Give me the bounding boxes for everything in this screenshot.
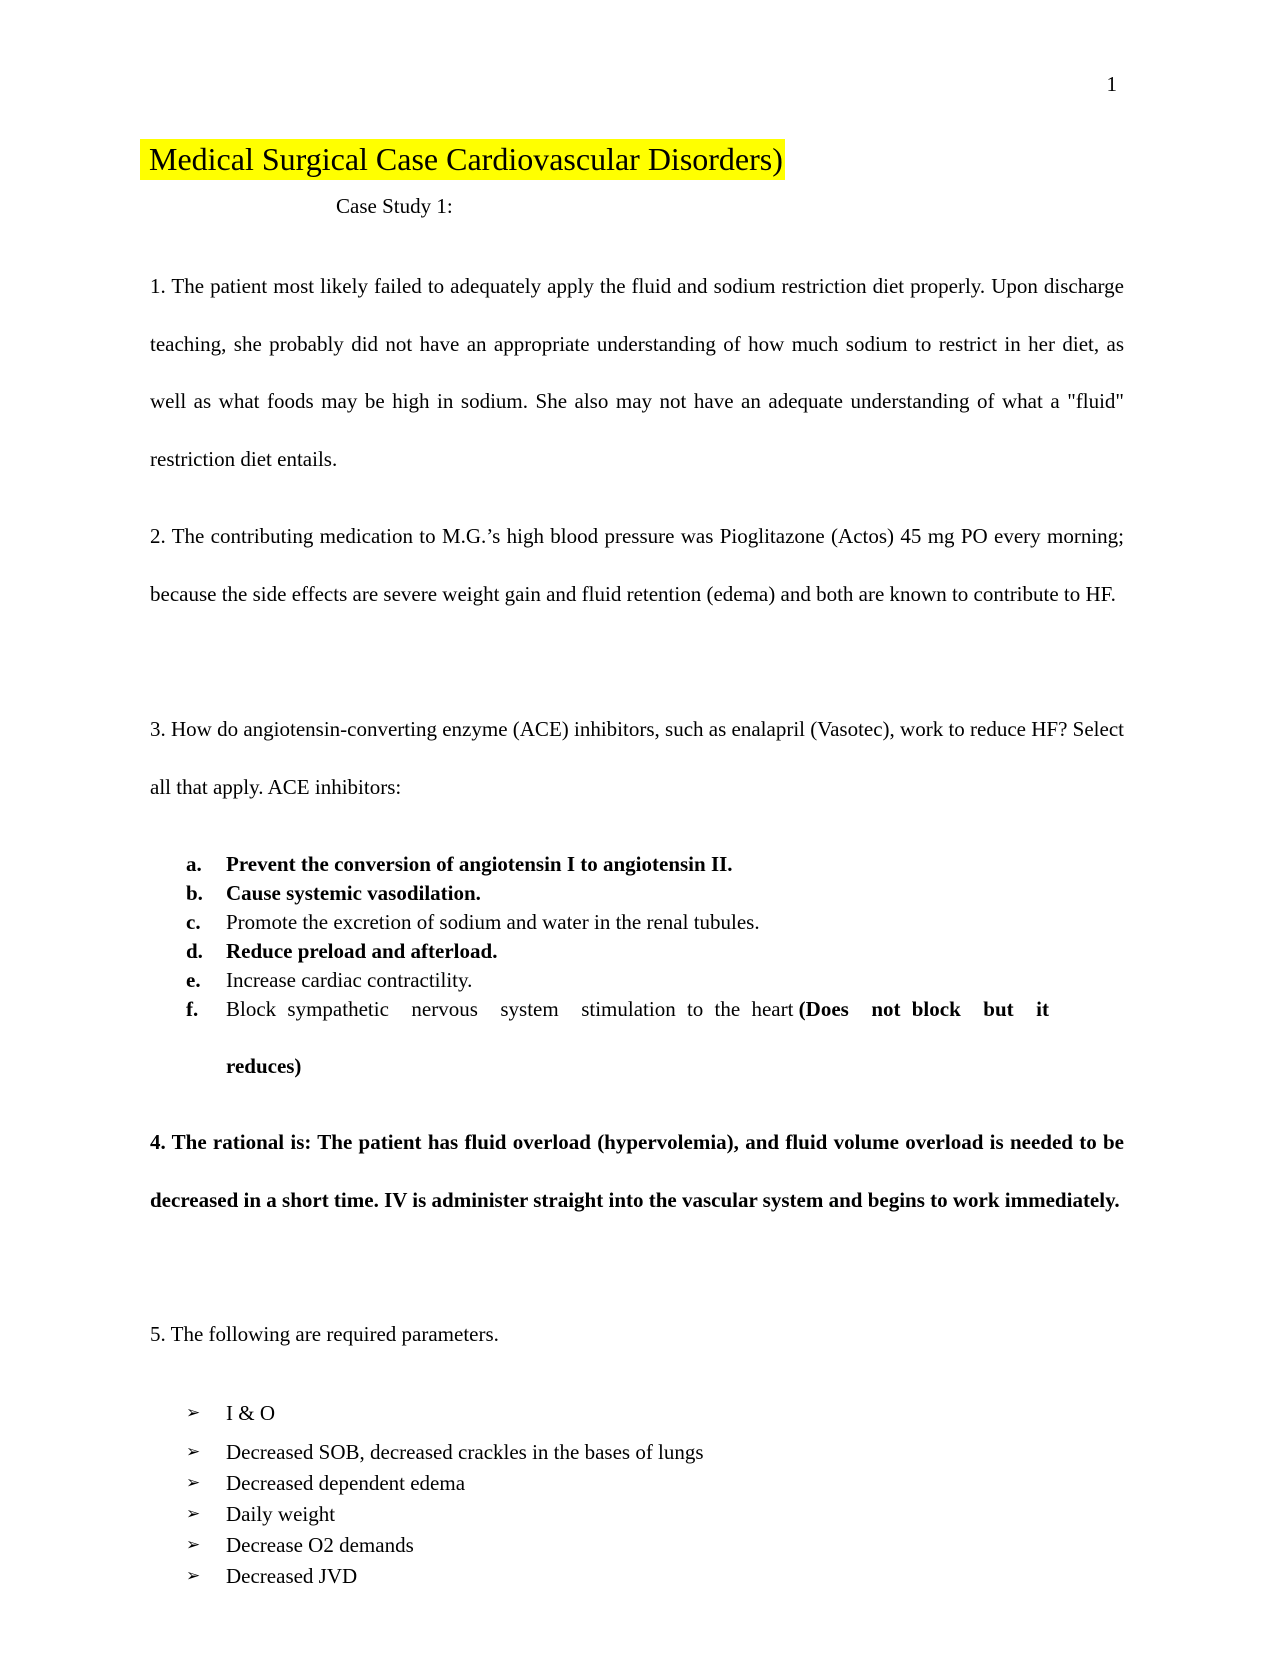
option-letter: e. [186, 968, 201, 992]
option-letter: f. [186, 997, 199, 1021]
option-letter: a. [186, 852, 202, 876]
answer-options-list [186, 850, 1086, 1081]
option-e [186, 966, 1086, 995]
answer-1-paragraph: 1. The patient most likely failed to adequately apply the fluid and sodium restriction diet properly. Upon discharge teaching, she probably did not have an appropriate understanding of how much sodium to restrict in her diet, as well as what foods may be high in sodium. She also may not have an adequate understanding of what a "fluid" restriction diet entails. [150, 274, 1124, 471]
option-f [186, 995, 1086, 1081]
parameter-item [186, 1437, 1086, 1468]
answer-2-paragraph: 2. The contributing medication to M.G.’s high blood pressure was Pioglitazone (Actos) 45 mg PO every morning; because the side effects are severe weight gain and fluid retention (edema) and both are known to contribute to HF. [150, 524, 1124, 606]
option-text: Reduce preload and afterload. [226, 939, 498, 963]
parameter-text: Daily weight [226, 1502, 336, 1526]
parameter-text: Decreased dependent edema [226, 1471, 466, 1495]
option-text: Increase cardiac contractility. [226, 968, 473, 992]
question-3-paragraph: 3. How do angiotensin-converting enzyme (ACE) inhibitors, such as enalapril (Vasotec), work to reduce HF? Select all that apply. ACE inhibitors: [150, 717, 1124, 799]
option-letter: d. [186, 939, 203, 963]
parameter-item [186, 1561, 1086, 1592]
option-b [186, 879, 1086, 908]
arrow-bullet-icon: ➢ [186, 1442, 201, 1462]
parameter-item [186, 1398, 1086, 1437]
arrow-bullet-icon: ➢ [186, 1535, 201, 1555]
option-note: (Does not block but it [798, 997, 1049, 1021]
parameter-text: Decrease O2 demands [226, 1533, 414, 1557]
option-letter: c. [186, 910, 201, 934]
question-5-paragraph: 5. The following are required parameters. [150, 1322, 499, 1346]
option-text: Promote the excretion of sodium and water in the renal tubules. [226, 910, 760, 934]
parameter-text: Decreased SOB, decreased crackles in the bases of lungs [226, 1440, 704, 1464]
option-a [186, 850, 1086, 879]
arrow-bullet-icon: ➢ [186, 1566, 201, 1586]
document-title: Medical Surgical Case Cardiovascular Disorders) [140, 139, 785, 180]
option-letter: b. [186, 881, 203, 905]
parameter-item [186, 1499, 1086, 1530]
arrow-bullet-icon: ➢ [186, 1504, 201, 1524]
page-number: 1 [1106, 72, 1117, 96]
case-study-heading: Case Study 1: [336, 194, 453, 218]
option-note-continued: reduces) [226, 1054, 302, 1078]
parameter-item [186, 1468, 1086, 1499]
option-c [186, 908, 1086, 937]
parameters-list [186, 1398, 1086, 1592]
option-text: Prevent the conversion of angiotensin I to angiotensin II. [226, 852, 733, 876]
option-text: Cause systemic vasodilation. [226, 881, 481, 905]
arrow-bullet-icon: ➢ [186, 1403, 201, 1423]
parameter-text: I & O [226, 1401, 275, 1425]
option-text: Block sympathetic nervous system stimulation to the heart [226, 997, 794, 1021]
answer-4-paragraph: 4. The rational is: The patient has fluid overload (hypervolemia), and fluid volume overload is needed to be decreased in a short time. IV is administer straight into the vascular system and begins to work immediately. [150, 1130, 1124, 1212]
option-d [186, 937, 1086, 966]
parameter-item [186, 1530, 1086, 1561]
arrow-bullet-icon: ➢ [186, 1473, 201, 1493]
parameter-text: Decreased JVD [226, 1564, 358, 1588]
